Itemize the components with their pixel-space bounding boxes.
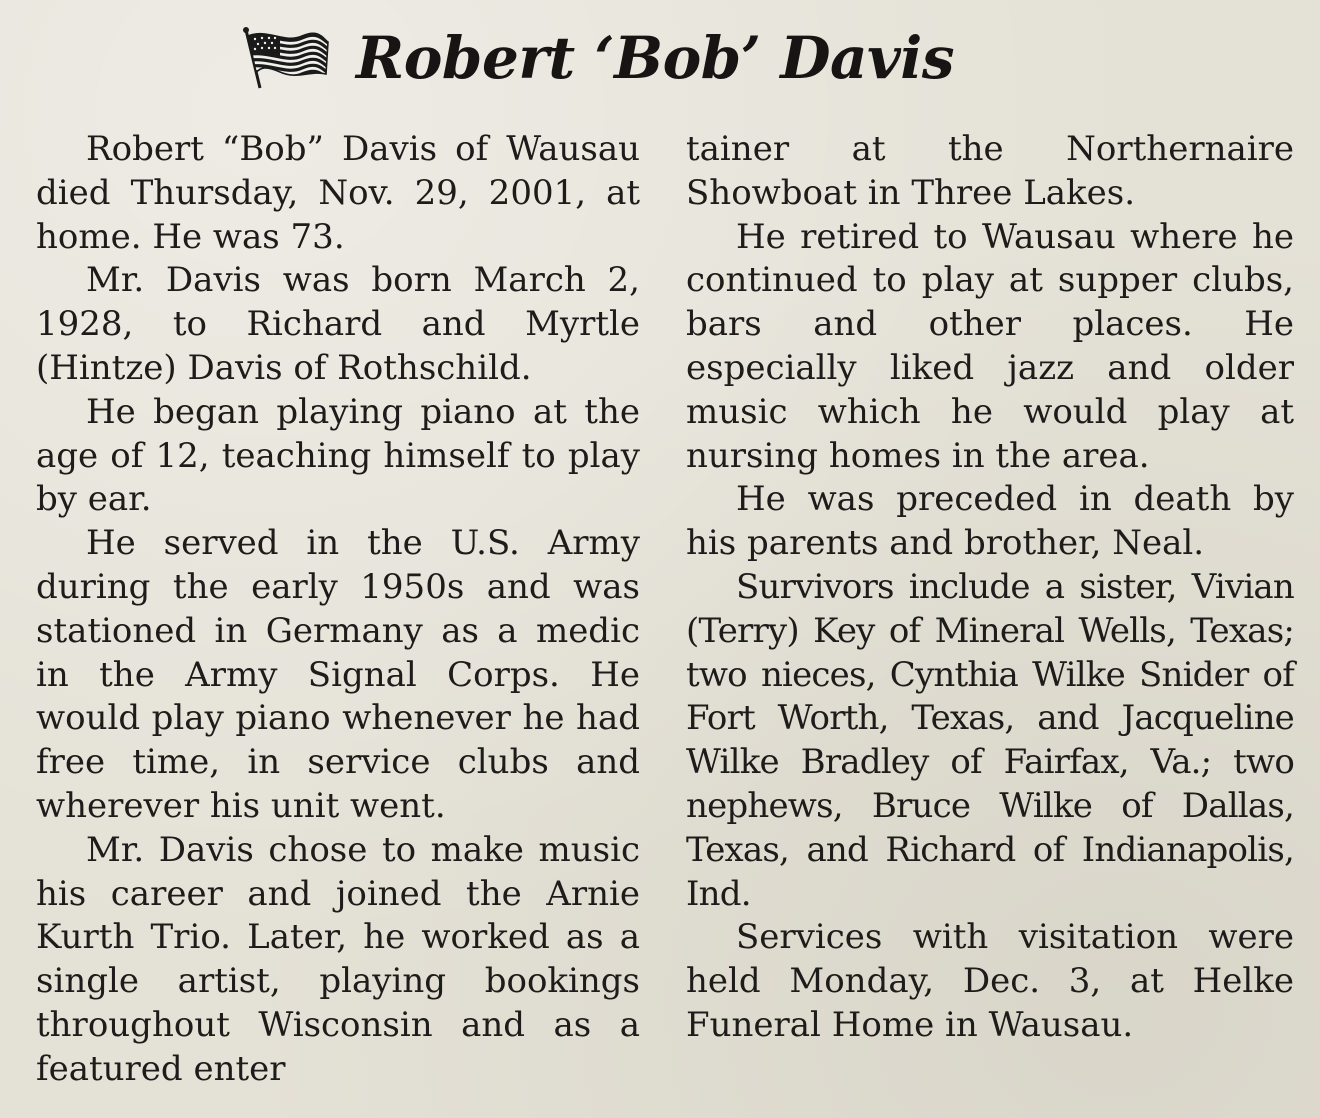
paragraph-army-service: He served in the U.S. Army during the early 1950s and was stationed in Germany as a medic in the Army Signal Corps. He would play piano whenever he had free time, in service clubs and wherever his unit went. [36, 523, 640, 826]
paragraph-music-career: Mr. Davis chose to make music his career and joined the Arnie Kurth Trio. Later, he worked as a single artist, playing bookings throughout Wisconsin and as a featured enter [36, 829, 640, 1089]
paragraph-birth: Mr. Davis was born March 2, 1928, to Richard and Myrtle (Hintze) Davis of Rothschild. [36, 260, 640, 388]
paragraph-survivors: Survivors include a sister, Vivian (Terry) Key of Mineral Wells, Texas; two nieces, Cynthia Wilke Snider of Fort Worth, Texas, and Jacqueline Wilke Bradley of Fairfax, Va.; two nephews, Bruce Wilke of Dallas, Texas, and Richard of Indianapolis, Ind. [686, 566, 1294, 914]
headline [240, 18, 954, 98]
paragraph-preceded-in-death: He was preceded in death by his parents and brother, Neal. [686, 479, 1294, 564]
paragraph-retirement: He retired to Wausau where he continued to play at supper clubs, bars and other places. He especially liked jazz and older music which he would play at nursing homes in the area. [686, 216, 1294, 476]
right-column [686, 128, 1294, 1048]
american-flag-icon [240, 26, 330, 90]
paragraph-music-career-continued: tainer at the Northernaire Showboat in Three Lakes. [686, 129, 1294, 213]
obituary-title: Robert ‘Bob’ Davis [356, 24, 954, 92]
paragraph-death-notice: Robert “Bob” Davis of Wausau died Thursday, Nov. 29, 2001, at home. He was 73. [36, 129, 640, 257]
paragraph-services: Services with visitation were held Monday, Dec. 3, at Helke Funeral Home in Wausau. [686, 917, 1294, 1045]
left-column [36, 128, 640, 1092]
paragraph-piano-start: He began playing piano at the age of 12, teaching himself to play by ear. [36, 391, 640, 520]
